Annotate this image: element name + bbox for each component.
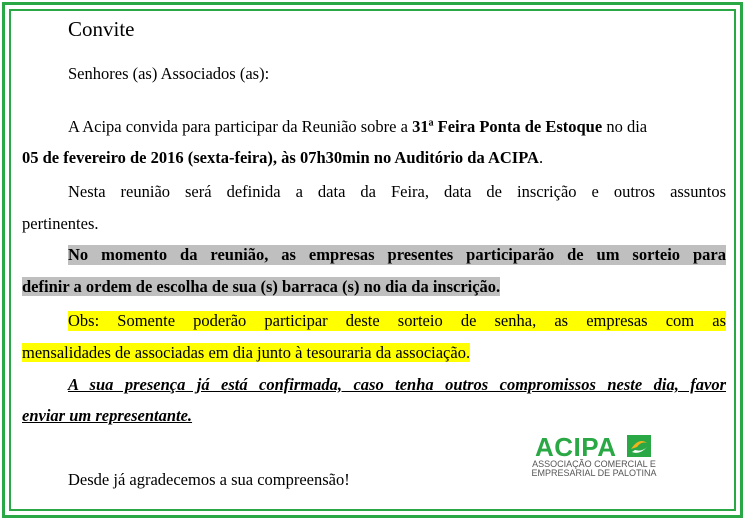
event-date: 05 de fevereiro de 2016 (sexta-feira), às 07h30min no Auditório da ACIPA	[22, 148, 539, 167]
paragraph-3-line-1	[68, 245, 726, 265]
paragraph-1-line-1	[68, 117, 647, 137]
paragraph-1-end: .	[538, 148, 544, 167]
closing-text: Desde já agradecemos a sua compreensão!	[68, 470, 350, 489]
logo-name: ACIPA	[535, 432, 617, 462]
logo-mark-icon	[627, 435, 651, 457]
logo-subtitle	[529, 460, 659, 478]
obs-note-2: mensalidades de associadas em dia junto à tesouraria da associação.	[22, 343, 471, 362]
document-title: Convite	[68, 17, 135, 41]
paragraph-4-line-1	[68, 311, 726, 331]
confirmation-line-1: A sua presença já está confirmada, caso tenha outros compromissos neste dia, favor	[68, 375, 726, 394]
obs-note-1: Obs: Somente poderão participar deste sorteio de senha, as empresas com as	[68, 311, 726, 330]
paragraph-1-line-2	[22, 148, 543, 168]
sorteio-notice-2: definir a ordem de escolha de sua (s) barraca (s) no dia da inscrição.	[22, 277, 501, 296]
paragraph-3-line-2	[22, 277, 500, 297]
confirmation-line-2: enviar um representante.	[22, 406, 193, 425]
paragraph-2-line-1: Nesta reunião será definida a data da Feira, data de inscrição e outros assuntos	[68, 182, 726, 201]
paragraph-1-text-a: A Acipa convida para participar da Reunião sobre a	[68, 117, 413, 136]
paragraph-1-text-c: no dia	[602, 117, 648, 136]
sorteio-notice-1: No momento da reunião, as empresas presentes participarão de um sorteio para	[68, 245, 726, 264]
logo-subtitle-line-2: EMPRESARIAL DE PALOTINA	[531, 468, 657, 478]
paragraph-4-line-2	[22, 343, 470, 363]
salutation: Senhores (as) Associados (as):	[68, 64, 270, 83]
logo-subtitle-line-1: ASSOCIAÇÃO COMERCIAL E	[532, 459, 656, 469]
acipa-logo	[527, 432, 667, 480]
paragraph-2-line-2: pertinentes.	[22, 214, 99, 233]
event-name: 31ª Feira Ponta de Estoque	[412, 117, 603, 136]
